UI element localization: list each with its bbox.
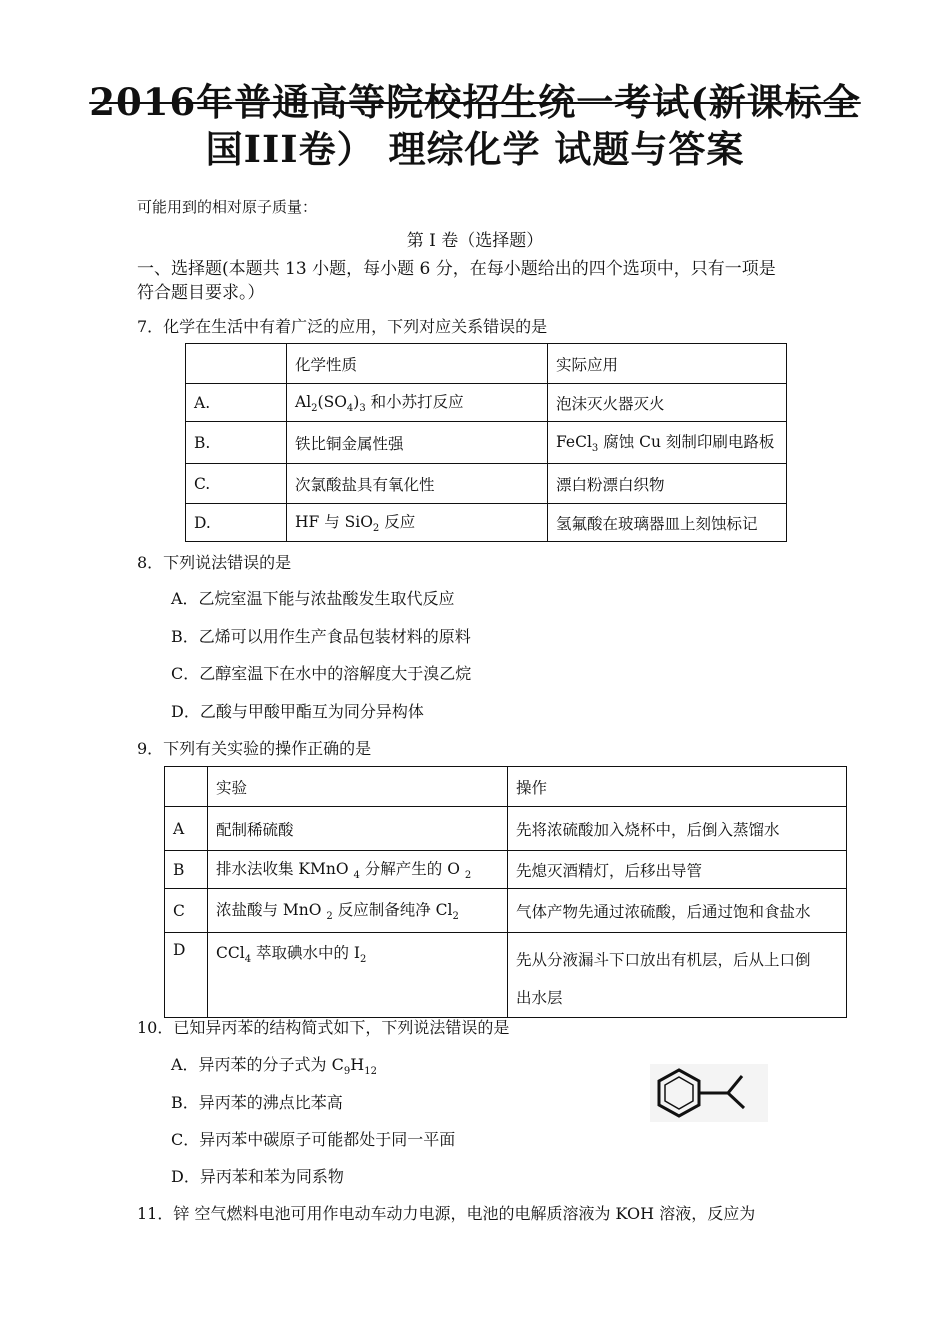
instructions-line1: 一、选择题(本题共 13 小题，每小题 6 分，在每小题给出的四个选项中，只有一项是 <box>137 259 776 279</box>
operation-cell: 先熄灭酒精灯，后移出导管 <box>508 851 847 889</box>
option-cell: C <box>165 889 208 933</box>
operation-cell: 先将浓硫酸加入烧杯中，后倒入蒸馏水 <box>508 807 847 851</box>
q10-stem: 10．已知异丙苯的结构简式如下，下列说法错误的是 <box>137 1018 510 1037</box>
experiment-cell: 浓盐酸与 MnO $_2$ 反应制备纯净 $Cl_2$ <box>208 889 508 933</box>
q10-option-a: A．异丙苯的分子式为 $C_9H_{12}$ <box>171 1055 377 1078</box>
option-cell: A <box>165 807 208 851</box>
option-cell: B. <box>186 422 287 464</box>
isopropylbenzene-structure <box>650 1064 768 1122</box>
option-cell: D. <box>186 504 287 542</box>
property-cell: HF 与 SiO$_2$ 反应 <box>287 504 548 542</box>
table-header-row <box>186 344 787 384</box>
table-row <box>165 889 847 933</box>
q9-table <box>164 766 847 1018</box>
q8-option-d: D．乙酸与甲酸甲酯互为同分异构体 <box>171 702 424 721</box>
use-cell: 氢氟酸在玻璃器皿上刻蚀标记 <box>548 504 787 542</box>
q9-stem: 9．下列有关实验的操作正确的是 <box>137 739 372 758</box>
property-cell: $Al_2(SO_4)_3$ 和小苏打反应 <box>287 384 548 422</box>
use-cell: 漂白粉漂白织物 <box>548 464 787 504</box>
experiment-cell: CCl$_4$ 萃取碘水中的 $I_2$ <box>208 933 508 1018</box>
q10-option-d: D．异丙苯和苯为同系物 <box>171 1167 344 1186</box>
table-row <box>165 807 847 851</box>
experiment-cell: 配制稀硫酸 <box>208 807 508 851</box>
q10-option-b: B．异丙苯的沸点比苯高 <box>171 1093 343 1112</box>
option-cell: D <box>165 933 208 1018</box>
table-row <box>165 851 847 889</box>
instructions-line2: 符合题目要求。） <box>137 283 265 303</box>
q8-stem: 8．下列说法错误的是 <box>137 553 292 572</box>
atomic-mass-note: 可能用到的相对原子质量： <box>137 198 318 216</box>
q10-option-c: C．异丙苯中碳原子可能都处于同一平面 <box>171 1130 456 1149</box>
operation-cell <box>508 933 847 1018</box>
property-cell: 次氯酸盐具有氧化性 <box>287 464 548 504</box>
table-row <box>186 504 787 542</box>
option-cell: A. <box>186 384 287 422</box>
use-cell: FeCl$_3$ 腐蚀 Cu 刻制印刷电路板 <box>548 422 787 464</box>
header-cell <box>186 344 287 384</box>
table-row <box>186 464 787 504</box>
use-cell: 泡沫灭火器灭火 <box>548 384 787 422</box>
table-row <box>186 422 787 464</box>
operation-line2: 出水层 <box>516 989 563 1007</box>
operation-line1: 先从分液漏斗下口放出有机层，后从上口倒 <box>516 951 811 969</box>
header-cell: 实验 <box>208 767 508 807</box>
header-cell: 实际应用 <box>548 344 787 384</box>
page-title-line2: 国III卷） 理综化学 试题与答案 <box>205 127 745 171</box>
table-header-row <box>165 767 847 807</box>
q8-option-b: B．乙烯可以用作生产食品包装材料的原料 <box>171 627 471 646</box>
q7-table <box>185 343 787 542</box>
option-cell: C. <box>186 464 287 504</box>
q8-option-c: C．乙醇室温下在水中的溶解度大于溴乙烷 <box>171 664 472 683</box>
experiment-cell: 排水法收集 KMnO $_4$ 分解产生的 O $_2$ <box>208 851 508 889</box>
q8-option-a: A．乙烷室温下能与浓盐酸发生取代反应 <box>171 589 455 608</box>
header-cell: 化学性质 <box>287 344 548 384</box>
table-row <box>165 933 847 1018</box>
page-title-line1: 2016年普通高等院校招生统一考试(新课标全 <box>89 80 861 124</box>
operation-cell: 气体产物先通过浓硫酸，后通过饱和食盐水 <box>508 889 847 933</box>
header-cell <box>165 767 208 807</box>
q7-stem: 7．化学在生活中有着广泛的应用，下列对应关系错误的是 <box>137 317 548 336</box>
option-cell: B <box>165 851 208 889</box>
property-cell: 铁比铜金属性强 <box>287 422 548 464</box>
table-row <box>186 384 787 422</box>
q11-stem: 11．锌 空气燃料电池可用作电动车动力电源，电池的电解质溶液为 KOH 溶液，反应为 <box>137 1204 756 1223</box>
section-heading: 第 I 卷（选择题） <box>406 231 544 251</box>
header-cell: 操作 <box>508 767 847 807</box>
